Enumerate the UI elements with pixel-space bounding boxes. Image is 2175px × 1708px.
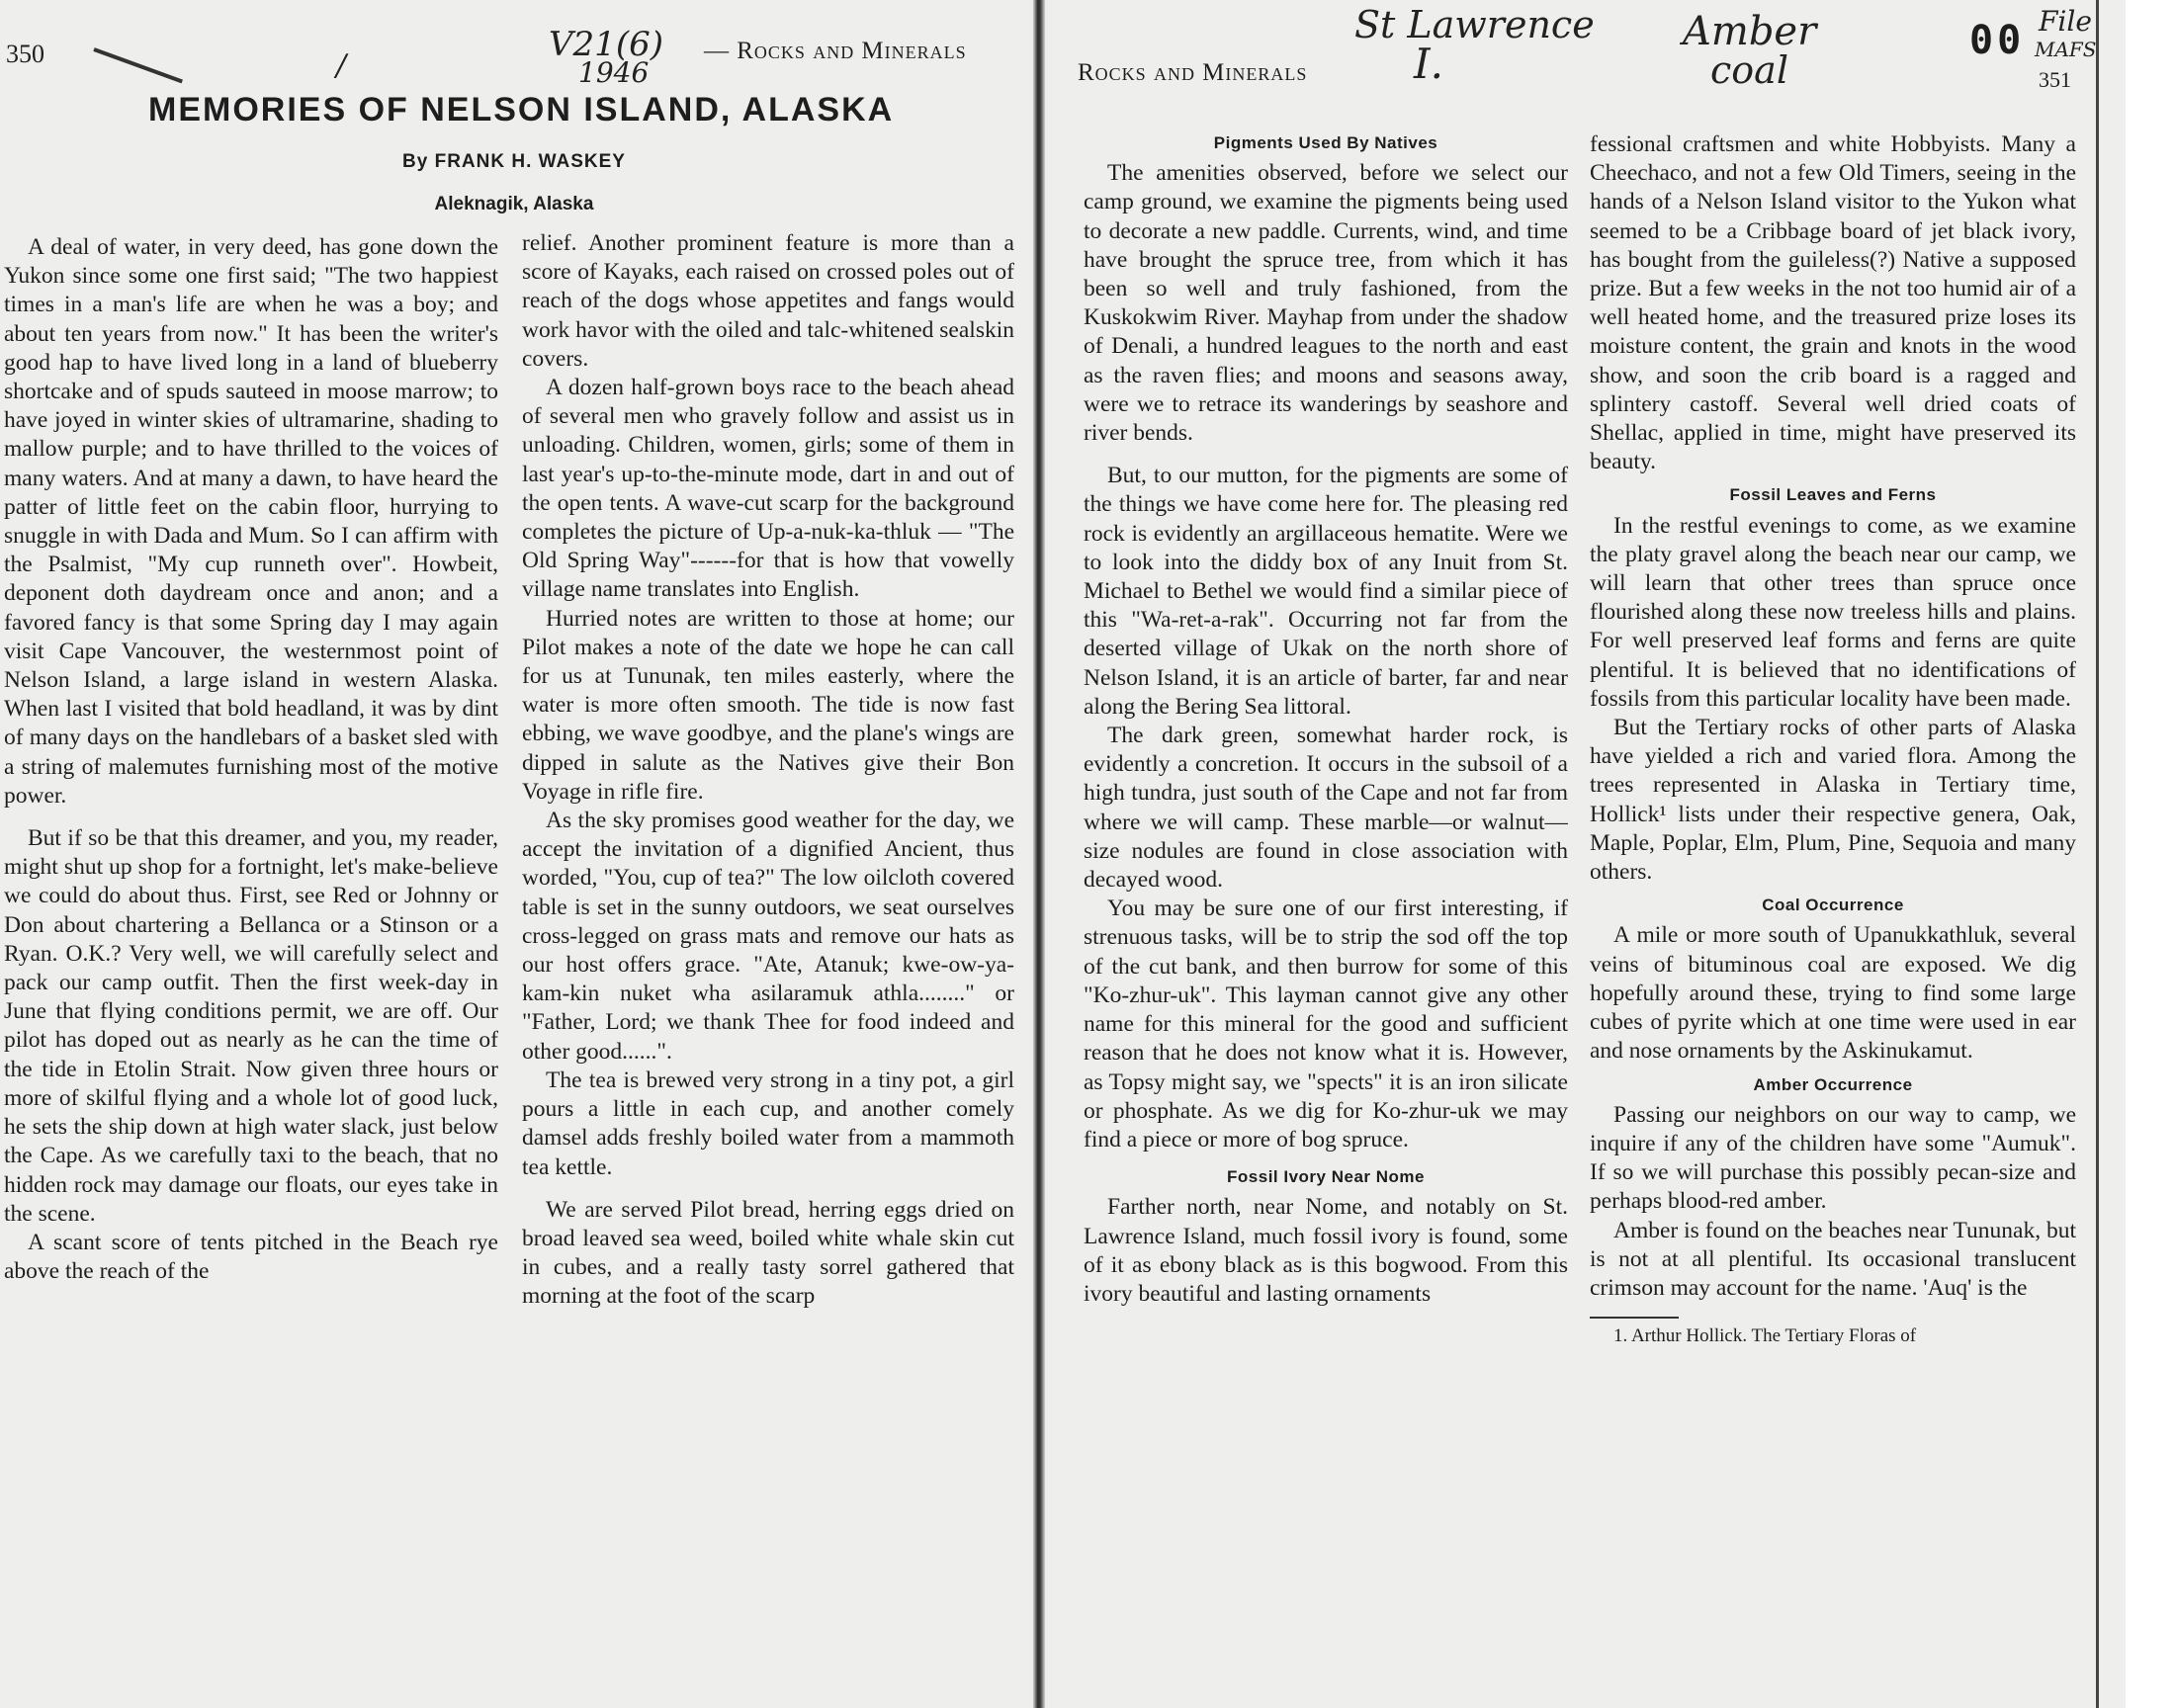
paragraph: But if so be that this dreamer, and you, my reader, might shut up shop for a fortnight, let's make-believe we could do about thus. First, see Red or Johnny or Don about chartering a Bellanca or a Stinson or a Ryan. O.K.? Very well, we will carefully select and pack our camp outfit. Then the first week-day in June that flying conditions permit, we are off. Our pilot has doped out as nearly as he can the time of the tide in Etolin Strait. Now given three hours or more of skilful flying and a whole lot of good luck, he sets the ship down at high water slack, just below the Cape. As we carefully taxi to the beach, that no hidden rock may damage our floats, our eyes take in the scene.	[4, 825, 498, 1227]
handwritten-topic-island: I.	[1414, 40, 1443, 88]
handwritten-slash: /	[336, 48, 347, 83]
page-gutter	[1033, 0, 1045, 1708]
running-head-left: — Rocks and Minerals	[704, 38, 967, 64]
paragraph: In the restful evenings to come, as we examine the platy gravel along the beach near our camp, we will learn that other trees than spruce once flourished along these now treeless hills and plains. For well preserved leaf forms and ferns are quite plentiful. It is believed that no identifications of fossils from this particular locality have been made.	[1590, 512, 2076, 712]
paragraph: A deal of water, in very deed, has gone down the Yukon since some one first said; "The two happiest times in a man's life are when he was a boy; and about ten years from now." It has been the writer's good hap to have lived long in a land of blueberry shortcake and of spuds sauteed in moose marrow; to have joyed in winter skies of ultramarine, shading to mallow purple; and to have thrilled to the voices of many waters. And at many a dawn, to have heard the patter of little feet on the cabin floor, hurrying to snuggle in with Dada and Mum. So I can affirm with the Psalmist, "My cup runneth over". Howbeit, deponent doth daydream once and anon; and a favored fancy is that some Spring day I may again visit Cape Vancouver, the westernmost point of Nelson Island, a large island in western Alaska. When last I visited that bold headland, it was by dint of many days on the handlebars of a basket sled with a string of malemutes furnishing most of the motive power.	[4, 234, 498, 809]
handwritten-file-code: MAFS	[2035, 38, 2097, 61]
handwritten-file: File	[2039, 5, 2092, 38]
paragraph: The amenities observed, before we select our camp ground, we examine the pigments being used to decorate a new paddle. Currents, wind, and time have brought the spruce tree, from which it has been so well and truly fashioned, from the Kuskokwim River. Mayhap from under the shadow of Denali, a hundred leagues to the north and east as the raven flies; and moons and seasons away, were we to retrace its wanderings by seashore and river bends.	[1084, 160, 1568, 447]
article-location: Aleknagik, Alaska	[434, 194, 594, 214]
paragraph: Hurried notes are written to those at home; our Pilot makes a note of the date we hope he can call for us at Tununak, ten miles easterly, where the water is more often smooth. The tide is now fast ebbing, we wave goodbye, and the plane's wings are dipped in salute as the Natives give their Bon Voyage in rifle fire.	[522, 605, 1014, 805]
running-head-right: Rocks and Minerals	[1078, 59, 1308, 86]
page-number-left: 350	[6, 40, 44, 68]
paragraph: As the sky promises good weather for the day, we accept the invitation of a dignified Ancient, thus worded, "You, cup of tea?" The low oilcloth covered table is set in the sunny outdoors, we seat ourselves cross-legged on grass mats and remove our hats as our host offers grace. "Ate, Atanuk; kwe-ow-ya-kam-kin nuket wha asilaramuk athla........" or "Father, Lord; we thank Thee for food indeed and other good......".	[522, 808, 1014, 1065]
article-byline: By FRANK H. WASKEY	[402, 151, 626, 172]
footnote-rule	[1590, 1317, 1679, 1319]
left-column-1	[4, 233, 498, 1708]
right-page	[1050, 0, 2098, 1708]
footnote: 1. Arthur Hollick. The Tertiary Floras of	[1613, 1325, 1917, 1347]
paragraph: Passing our neighbors on our way to camp, we inquire if any of the children have some "Aumuk". If so we will purchase this possibly pecan-size and perhaps blood-red amber.	[1590, 1101, 2076, 1215]
right-column-1	[1084, 125, 1568, 1708]
page-edge-line	[2096, 0, 2099, 1708]
section-heading: Amber Occurrence	[1753, 1074, 1913, 1094]
paragraph: The tea is brewed very strong in a tiny pot, a girl pours a little in each cup, and another comely damsel adds freshly boiled water from a mammoth tea kettle.	[522, 1067, 1014, 1180]
paragraph: You may be sure one of our first interesting, if strenuous tasks, will be to strip the sod off the top of the cut bank, and then burrow for some of this "Ko-zhur-uk". This layman cannot give any other name for this mineral for the good and sufficient reason that he does not know what it is. However, as Topsy might say, we "spects" it is an iron silicate or phosphate. As we dig for Ko-zhur-uk we may find a piece or more of bog spruce.	[1084, 896, 1568, 1153]
right-column-2	[1590, 125, 2076, 1708]
paragraph: But the Tertiary rocks of other parts of Alaska have yielded a rich and varied flora. Among the trees represented in Alaska in Tertiary time, Hollick¹ lists under their respective genera, Oak, Maple, Poplar, Elm, Plum, Pine, Sequoia and many others.	[1590, 715, 2076, 886]
paragraph: The dark green, somewhat harder rock, is evidently a concretion. It occurs in the subsoil of a high tundra, just south of the Cape and not far from where we will camp. These marble—or walnut—size nodules are found in close association with decayed wood.	[1084, 723, 1568, 894]
paragraph: A dozen half-grown boys race to the beach ahead of several men who gravely follow and assist us in unloading. Children, women, girls; some of them in last year's up-to-the-minute mode, dart in and out of the open tents. A wave-cut scarp for the background completes the picture of Up-a-nuk-ka-thluk — "The Old Spring Way"------for that is how that vowelly village name translates into English.	[522, 375, 1014, 603]
pen-stroke-mark	[93, 47, 183, 83]
handwritten-year: 1946	[578, 56, 650, 89]
left-page	[0, 0, 1028, 1708]
article-title: MEMORIES OF NELSON ISLAND, ALASKA	[148, 91, 895, 128]
page-number-right: 351	[2039, 67, 2071, 92]
handwritten-topic-coal: coal	[1710, 48, 1788, 92]
paragraph: But, to our mutton, for the pigments are some of the things we have come here for. The pleasing red rock is evidently an argillaceous hematite. Were we to look into the diddy box of any Inuit from St. Michael to Bethel we would find a similar piece of this "Wa-ret-a-rak". Occurring not far from the deserted village of Ukak on the north shore of Nelson Island, it is an article of barter, far and near along the Bering Sea littoral.	[1084, 463, 1568, 720]
handwritten-topic-amber: Amber	[1683, 9, 1817, 54]
scan-margin	[2126, 0, 2175, 1708]
handwritten-topic-st-lawrence: St Lawrence	[1354, 3, 1595, 46]
paragraph: Amber is found on the beaches near Tununak, but is not at all plentiful. Its occasional translucent crimson may account for the name. 'Auq' is the	[1590, 1217, 2076, 1301]
section-heading: Fossil Ivory Near Nome	[1227, 1167, 1425, 1187]
paragraph: A scant score of tents pitched in the Beach rye above the reach of the	[4, 1229, 498, 1285]
left-column-2	[522, 229, 1014, 1708]
paragraph: relief. Another prominent feature is more than a score of Kayaks, each raised on crossed poles out of reach of the dogs whose appetites and fangs would work havor with the oiled and talc-whitened sealskin covers.	[522, 230, 1014, 372]
section-heading: Coal Occurrence	[1762, 896, 1904, 915]
paragraph: A mile or more south of Upanukkathluk, several veins of bituminous coal are exposed. We dig hopefully around these, trying to find some large cubes of pyrite which at one time were used in ear and nose ornaments by the Askinukamut.	[1590, 922, 2076, 1065]
paragraph: fessional craftsmen and white Hobbyists. Many a Cheechaco, and not a few Old Timers, seeing in the hands of a Nelson Island visitor to the Yukon what seemed to be a Cribbage board of jet black ivory, has bought from the guileless(?) Native a supposed prize. But a few weeks in the not too humid air of a well heated home, and the treasured prize loses its moisture content, the grain and knots in the wood show, and soon the crib board is a ragged and splintery castoff. Several well dried coats of Shellac, applied in time, might have preserved its beauty.	[1590, 131, 2076, 475]
paragraph: Farther north, near Nome, and notably on St. Lawrence Island, much fossil ivory is found, some of it as ebony black as is this bogwood. From this ivory beautiful and lasting ornaments	[1084, 1194, 1568, 1307]
section-heading: Pigments Used By Natives	[1213, 133, 1438, 152]
handwritten-volume: V21(6)	[549, 25, 663, 64]
section-heading: Fossil Leaves and Ferns	[1729, 485, 1937, 505]
paragraph: We are served Pilot bread, herring eggs dried on broad leaved sea weed, boiled white whale skin cut in cubes, and a really tasty sorrel gathered that morning at the foot of the scarp	[522, 1196, 1014, 1310]
stamp-number: 00	[1969, 18, 2026, 63]
